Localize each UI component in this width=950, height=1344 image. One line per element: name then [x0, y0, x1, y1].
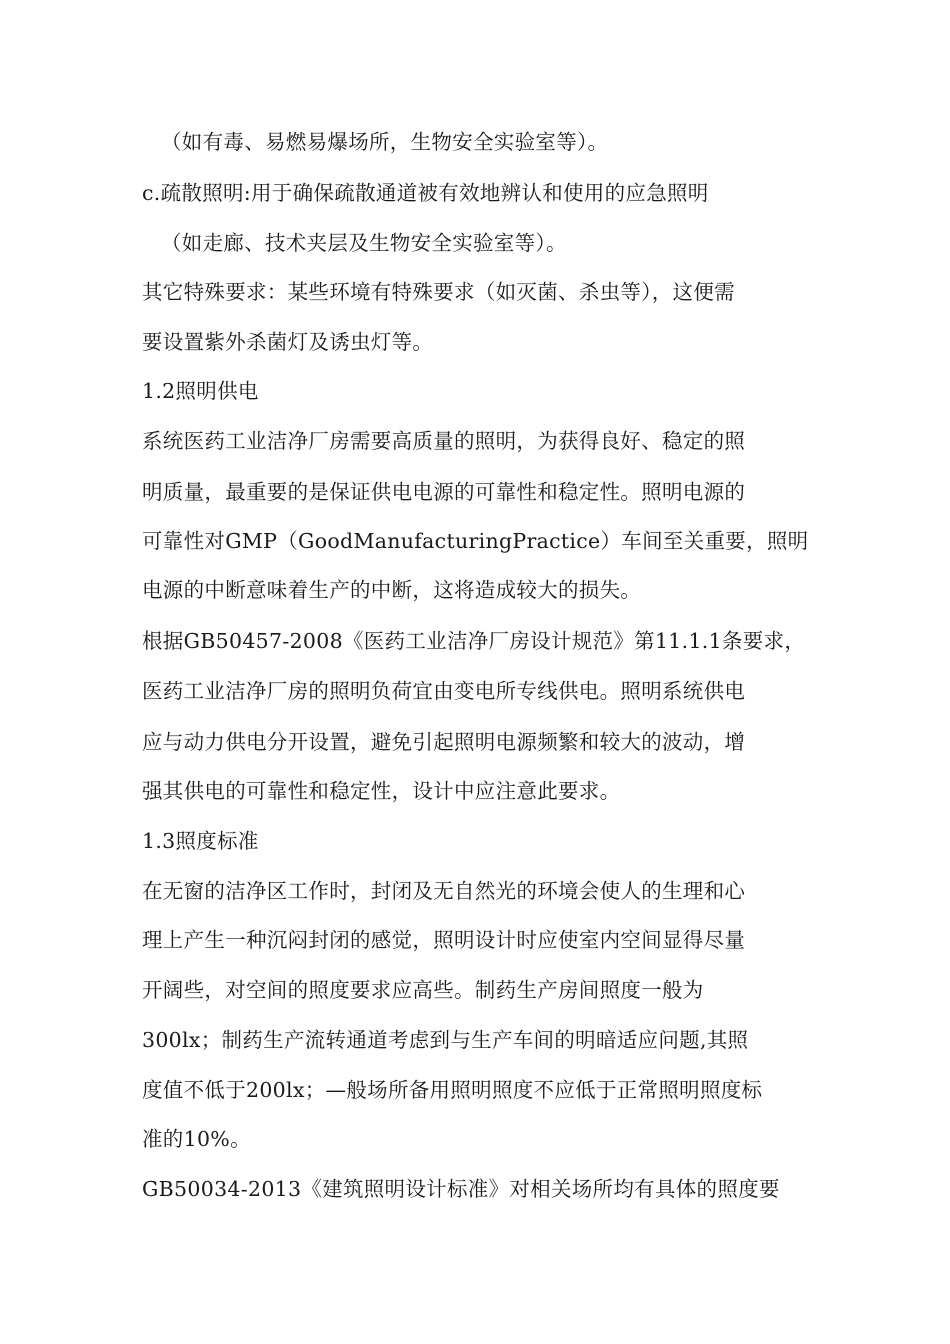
paragraph-line: 度值不低于200lx；—般场所备用照明照度不应低于正常照明照度标 [142, 1078, 763, 1102]
section-heading: 1.2照明供电 [142, 379, 259, 403]
paragraph-line: 准的10%。 [142, 1127, 251, 1151]
paragraph-line: c.疏散照明:用于确保疏散通道被有效地辨认和使用的应急照明 [142, 181, 709, 205]
section-heading: 1.3照度标准 [142, 829, 259, 853]
paragraph-line: 其它特殊要求：某些环境有特殊要求（如灭菌、杀虫等），这便需 [142, 280, 735, 304]
paragraph-line: GB50034-2013《建筑照明设计标准》对相关场所均有具体的照度要 [142, 1177, 780, 1201]
paragraph-line: 理上产生一种沉闷封闭的感觉，照明设计时应使室内空间显得尽量 [142, 928, 746, 952]
paragraph-line: （如有毒、易燃易爆场所，生物安全实验室等）。 [161, 130, 609, 154]
paragraph-line: 开阔些，对空间的照度要求应高些。制药生产房间照度一般为 [142, 978, 704, 1002]
paragraph-line: （如走廊、技术夹层及生物安全实验室等）。 [161, 231, 567, 255]
paragraph-line: 应与动力供电分开设置，避免引起照明电源频繁和较大的波动，增 [142, 730, 746, 754]
paragraph-line: 医药工业洁净厂房的照明负荷宜由变电所专线供电。照明系统供电 [142, 679, 746, 703]
paragraph-line: 在无窗的洁净区工作时，封闭及无自然光的环境会使人的生理和心 [142, 879, 746, 903]
paragraph-line: 系统医药工业洁净厂房需要高质量的照明，为获得良好、稳定的照 [142, 429, 746, 453]
paragraph-line: 电源的中断意味着生产的中断，这将造成较大的损失。 [142, 578, 642, 602]
paragraph-line: 根据GB50457-2008《医药工业洁净厂房设计规范》第11.1.1条要求， [142, 629, 806, 653]
paragraph-line: 300lx；制药生产流转通道考虑到与生产车间的明暗适应问题,其照 [142, 1028, 749, 1052]
paragraph-line: 可靠性对GMP（GoodManufacturingPractice）车间至关重要，照明 [142, 529, 809, 553]
paragraph-line: 要设置紫外杀菌灯及诱虫灯等。 [142, 330, 434, 354]
paragraph-line: 明质量，最重要的是保证供电电源的可靠性和稳定性。照明电源的 [142, 480, 746, 504]
paragraph-line: 强其供电的可靠性和稳定性，设计中应注意此要求。 [142, 779, 621, 803]
